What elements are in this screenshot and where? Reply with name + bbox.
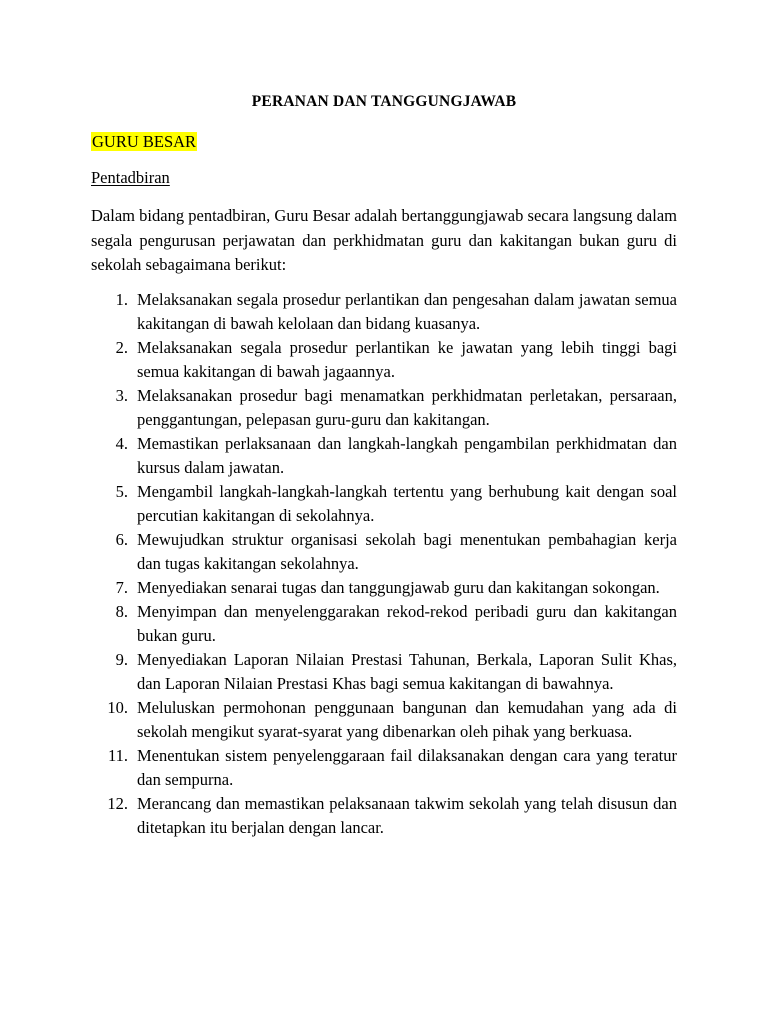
list-item-number: 10. [107,698,128,717]
list-item [91,336,677,384]
list-item-number: 1. [115,290,128,309]
list-item [91,576,677,600]
list-item [91,792,677,840]
list-item [91,600,677,648]
role-heading-highlight: GURU BESAR [92,132,197,151]
list-item [91,696,677,744]
list-item-number: 4. [115,434,128,453]
list-item-text: Melaksanakan segala prosedur perlantikan dan pengesahan dalam jawatan semua kakitangan di bawah kelolaan dan bidang kuasanya. [137,290,677,333]
list-item-number: 8. [115,602,128,621]
list-item-text: Menyediakan Laporan Nilaian Prestasi Tahunan, Berkala, Laporan Sulit Khas, dan Laporan Nilaian Prestasi Khas bagi semua kakitangan di bawahnya. [137,650,677,693]
list-item-text: Meluluskan permohonan penggunaan bangunan dan kemudahan yang ada di sekolah mengikut syarat-syarat yang dibenarkan oleh pihak yang berkuasa. [137,698,677,741]
document-title: PERANAN DAN TANGGUNGJAWAB [251,93,517,110]
list-item [91,480,677,528]
list-item [91,288,677,336]
list-item-text: Merancang dan memastikan pelaksanaan takwim sekolah yang telah disusun dan ditetapkan itu berjalan dengan lancar. [137,794,677,837]
list-item-number: 2. [115,338,128,357]
list-item-number: 6. [115,530,128,549]
list-item-text: Mewujudkan struktur organisasi sekolah bagi menentukan pembahagian kerja dan tugas kakitangan sekolahnya. [137,530,677,573]
list-item [91,648,677,696]
list-item [91,528,677,576]
list-item-text: Mengambil langkah-langkah-langkah tertentu yang berhubung kait dengan soal percutian kakitangan di sekolahnya. [137,482,677,525]
list-item-text: Melaksanakan prosedur bagi menamatkan perkhidmatan perletakan, persaraan, penggantungan, pelepasan guru-guru dan kakitangan. [137,386,677,429]
list-item [91,384,677,432]
list-item-text: Menyediakan senarai tugas dan tanggungjawab guru dan kakitangan sokongan. [137,578,660,597]
list-item-text: Menentukan sistem penyelenggaraan fail dilaksanakan dengan cara yang teratur dan sempurna. [137,746,677,789]
role-heading [91,131,197,153]
list-item-number: 12. [107,794,128,813]
list-item-number: 9. [115,650,128,669]
list-item-text: Memastikan perlaksanaan dan langkah-langkah pengambilan perkhidmatan dan kursus dalam jawatan. [137,434,677,477]
list-item-number: 3. [115,386,128,405]
list-item-number: 7. [115,578,128,597]
list-item-text: Melaksanakan segala prosedur perlantikan ke jawatan yang lebih tinggi bagi semua kakitangan di bawah jagaannya. [137,338,677,381]
list-item-number: 11. [107,746,128,765]
list-item [91,432,677,480]
list-item-number: 5. [115,482,128,501]
intro-paragraph: Dalam bidang pentadbiran, Guru Besar adalah bertanggungjawab secara langsung dalam segala pengurusan perjawatan dan perkhidmatan guru dan kakitangan bukan guru di sekolah sebagaimana berikut: [91,206,677,274]
list-item-text: Menyimpan dan menyelenggarakan rekod-rekod peribadi guru dan kakitangan bukan guru. [137,602,677,645]
section-heading: Pentadbiran [91,168,170,187]
list-item [91,744,677,792]
duties-list [91,288,677,840]
